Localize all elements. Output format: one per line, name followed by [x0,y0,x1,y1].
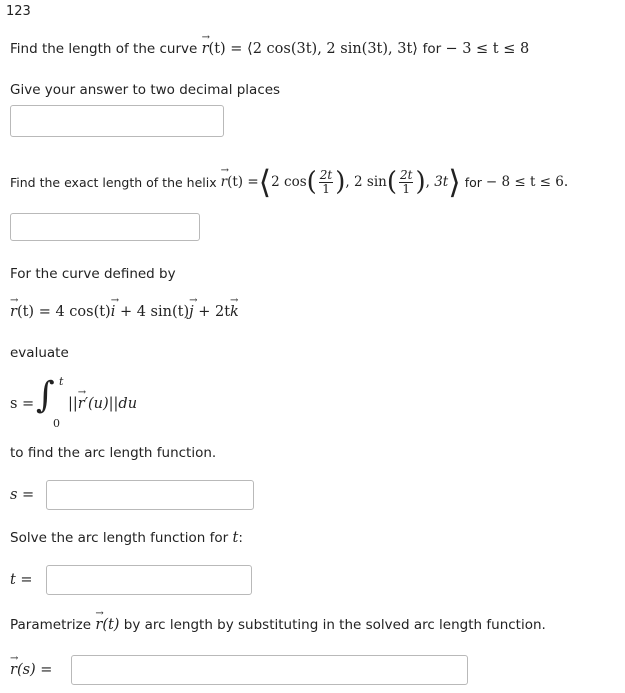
q3-param-r: → r [95,617,102,633]
q2-t-arg: (t) = [227,174,259,190]
integral-sign-icon: ∫ [36,375,55,416]
q2-paren-open-1: ( [306,167,317,197]
q2-prompt-line: Find the exact length of the helix → r (t) = ⟨ 2 cos ( $\frac{2t}{1}$ ) , 2 sin ( $\frac{2t}{1}$ ) , 3t ⟩ for − 8 ≤ t ≤ 6. [10,166,568,198]
q2-comp1: 2 cos [271,174,307,190]
q2-frac2-den: 1 [402,181,411,196]
q2-range-prefix: for [464,174,482,190]
q3-integral-lhs: s = [10,396,35,412]
q3-param-line [10,617,546,633]
q3-intro: For the curve defined by [10,266,176,282]
q3-curve-lhs: (t) = 4 cos(t) [16,304,111,320]
parametrization-input[interactable] [71,655,468,685]
q3-t-label: t = [10,572,33,588]
q3-integrand-rest: ′(u)||du [84,396,138,412]
q2-fraction-2 [399,169,413,196]
q2-comp3: 3t [434,174,449,190]
q1-r-vector: → r [202,41,209,57]
q3-j-vector: → j [189,304,194,320]
q3-r-vector: → r [10,304,17,320]
q1-prompt-line [10,41,529,57]
q3-solve-text: Solve the arc length function for [10,530,229,546]
q3-k-vector: → k [230,304,239,320]
q2-prompt: Find the exact length of the helix [10,174,217,190]
q3-find-text: to find the arc length function. [10,445,217,461]
q3-curve-definition [10,304,239,320]
q2-paren-open-2: ( [386,167,397,197]
q1-prompt: Find the length of the curve [10,41,198,57]
q3-integrand-left: || [68,396,78,412]
q1-answer-input[interactable] [10,105,224,137]
q3-param-suffix: by arc length by substituting in the solved arc length function. [123,617,546,633]
q2-frac2-num: 2t [400,167,413,182]
q3-param-t: (t) [102,617,120,633]
question-number: 123 [6,4,31,19]
q2-fraction-1 [319,169,333,196]
q3-integrand [68,396,137,412]
q3-solve-var: t [232,530,239,546]
q3-param-prefix: Parametrize [10,617,92,633]
q3-rs-r: → r [10,662,17,678]
q2-paren-close-1: ) [335,167,346,197]
q3-i-vector: → i [111,304,116,320]
q3-integral-lower: 0 [53,417,60,430]
q1-vector-expr: ⟨2 cos(3t), 2 sin(3t), 3t⟩ [247,41,418,57]
q3-s-label: s = [10,487,35,503]
solve-t-input[interactable] [46,565,252,595]
q3-rs-label: (s) = [16,662,53,678]
q1-range-prefix: for [422,41,442,57]
q1-range: − 3 ≤ t ≤ 8 [445,41,530,57]
q1-instruction: Give your answer to two decimal places [10,82,281,98]
q3-evaluate: evaluate [10,345,69,361]
q3-rs-label-wrap [10,662,52,678]
q1-t-arg: (t) = [208,41,248,57]
q3-solve-line [10,530,243,546]
q2-r-vector: → r [221,174,227,190]
q2-right-angle: ⟩ [448,163,461,201]
q2-comp2: 2 sin [354,174,387,190]
q2-range: − 8 ≤ t ≤ 6. [485,174,569,190]
q3-integral-upper: t [59,375,64,388]
q3-curve-mid: + 4 sin(t) [115,304,190,320]
q2-paren-close-2: ) [415,167,426,197]
arc-length-s-input[interactable] [46,480,254,510]
q3-solve-colon: : [238,530,243,546]
q3-integrand-r: → r [78,396,85,412]
q2-frac1-den: 1 [322,181,330,196]
q3-curve-mid2: + 2t [193,304,231,320]
q2-frac1-num: 2t [319,167,333,182]
q2-answer-input[interactable] [10,213,200,241]
q2-left-angle: ⟨ [258,163,272,201]
